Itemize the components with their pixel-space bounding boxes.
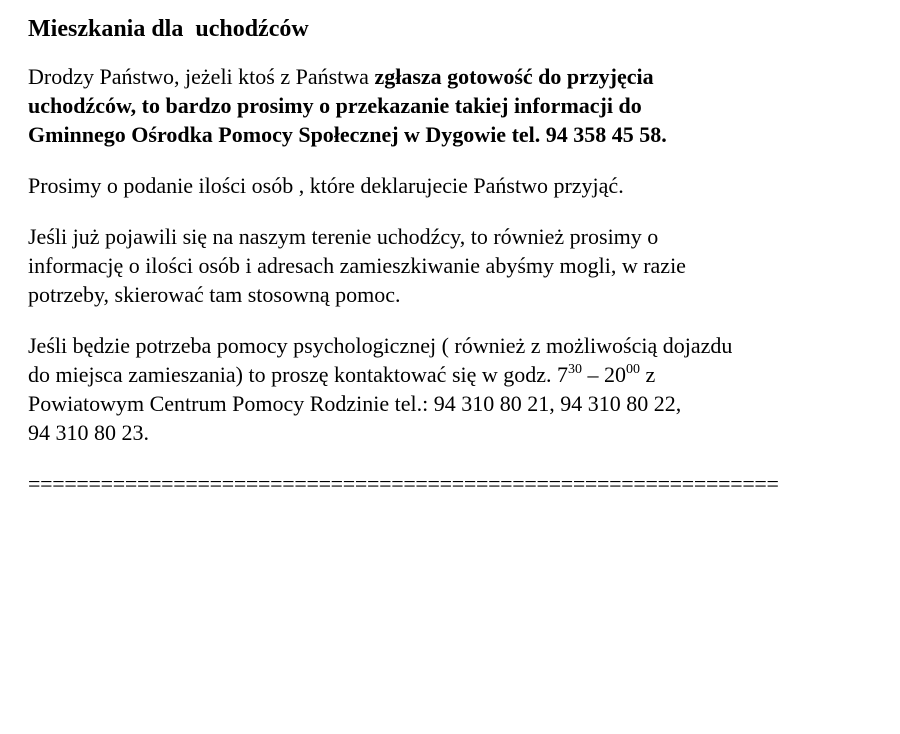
paragraph-offer-housing [28, 62, 878, 149]
paragraph-refugees-present [28, 222, 878, 309]
paragraph-line-contact: Powiatowym Centrum Pomocy Rodzinie tel.: 94 310 80 21, 94 310 80 22, [28, 391, 682, 416]
text-bold: zgłasza gotowość do przyjęcia [374, 64, 654, 89]
text-normal: – 20 [582, 362, 627, 387]
document-title: Mieszkania dla uchodźców [28, 16, 309, 42]
paragraph-line: Jeśli już pojawili się na naszym terenie uchodźcy, to również prosimy o [28, 224, 659, 249]
document-page [28, 14, 878, 498]
text-normal: do miejsca zamieszania) to proszę kontaktować się w godz. 7 [28, 362, 569, 387]
paragraph-line: Prosimy o podanie ilości osób , które deklarujecie Państwo przyjąć. [28, 173, 624, 198]
paragraph-line-hours [28, 360, 878, 389]
paragraph-line [28, 62, 878, 91]
separator-line: ============================================================== [28, 471, 779, 496]
superscript-minutes: 00 [626, 362, 641, 377]
paragraph-line: potrzeby, skierować tam stosowną pomoc. [28, 282, 401, 307]
text-normal: Drodzy Państwo, jeżeli ktoś z Państwa [28, 64, 375, 89]
paragraph-line: uchodźców, to bardzo prosimy o przekazanie takiej informacji do [28, 93, 642, 118]
paragraph-line: informację o ilości osób i adresach zamieszkiwanie abyśmy mogli, w razie [28, 253, 686, 278]
superscript-minutes: 30 [568, 362, 583, 377]
text-normal: z [640, 362, 656, 387]
paragraph-line-contact: Gminnego Ośrodka Pomocy Społecznej w Dygowie tel. 94 358 45 58. [28, 122, 667, 147]
paragraph-number-of-people [28, 171, 878, 200]
paragraph-psychological-help [28, 331, 878, 447]
paragraph-line: Jeśli będzie potrzeba pomocy psychologicznej ( również z możliwością dojazdu [28, 333, 733, 358]
paragraph-line-contact: 94 310 80 23. [28, 420, 149, 445]
